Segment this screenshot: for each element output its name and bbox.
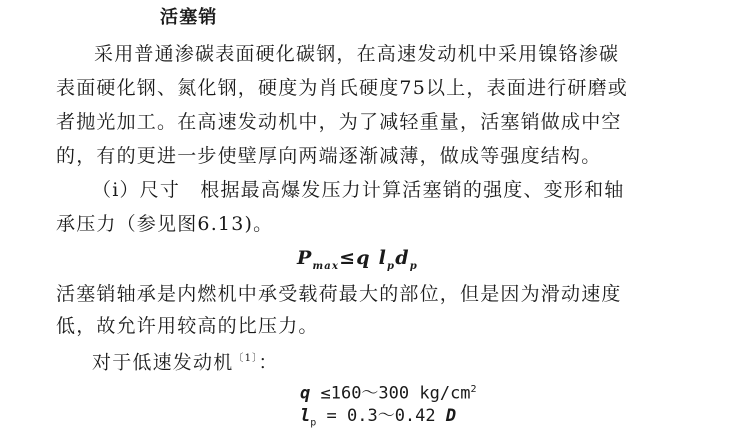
- formula-symbol-l: l: [378, 247, 387, 269]
- paragraph-1-line-4: 的，有的更进一步使壁厚向两端逐渐减薄，做成等强度结构。: [56, 145, 602, 167]
- formula2-symbol-q: q: [300, 383, 311, 404]
- paragraph-4: [92, 347, 279, 374]
- paragraph-1-line-3: 者抛光加工。在高速发动机中，为了减轻重量，活塞销做成中空: [56, 111, 622, 133]
- formula-subscript-max: max: [312, 260, 340, 272]
- formula-symbol-d: d: [395, 247, 410, 269]
- formula3-symbol-l: l: [300, 406, 311, 426]
- section-title: 活塞销: [160, 7, 218, 28]
- formula-lp-range: [300, 404, 456, 435]
- paragraph-4-colon: ：: [258, 351, 279, 374]
- formula-symbol-q: q: [356, 247, 371, 269]
- formula3-range: = 0.3～0.42: [316, 406, 446, 426]
- formula3-subscript-p: p: [310, 417, 317, 429]
- paragraph-2-line-2: 承压力（参见图6.13)。: [56, 213, 274, 235]
- formula-subscript-l: p: [387, 260, 396, 272]
- formula-max-pressure: [297, 246, 418, 279]
- paragraph-3-line-1: 活塞销轴承是内燃机中承受载荷最大的部位，但是因为滑动速度: [56, 283, 622, 305]
- formula-relation: ≤: [339, 247, 357, 269]
- paragraph-1-line-2: 表面硬化钢、氮化钢，硬度为肖氏硬度75以上，表面进行研磨或: [56, 77, 628, 99]
- paragraph-2-line-1: （ⅰ）尺寸 根据最高爆发压力计算活塞销的强度、变形和轴: [92, 179, 625, 201]
- formula2-range: ≤160～300 kg/cm: [310, 383, 471, 404]
- paragraph-4-text: 对于低速发动机: [92, 351, 234, 374]
- paragraph-1-line-1: 采用普通渗碳表面硬化碳钢，在高速发动机中采用镍铬渗碳: [94, 43, 620, 65]
- reference-marker: 〔1〕: [233, 353, 259, 364]
- formula3-symbol-D: D: [445, 406, 457, 426]
- formula-subscript-d: p: [409, 260, 418, 272]
- formula-symbol-P: P: [297, 247, 313, 269]
- paragraph-3-line-2: 低，故允许用较高的比压力。: [56, 315, 319, 337]
- formula-q-range: [300, 378, 477, 406]
- formula2-exponent: 2: [470, 384, 477, 395]
